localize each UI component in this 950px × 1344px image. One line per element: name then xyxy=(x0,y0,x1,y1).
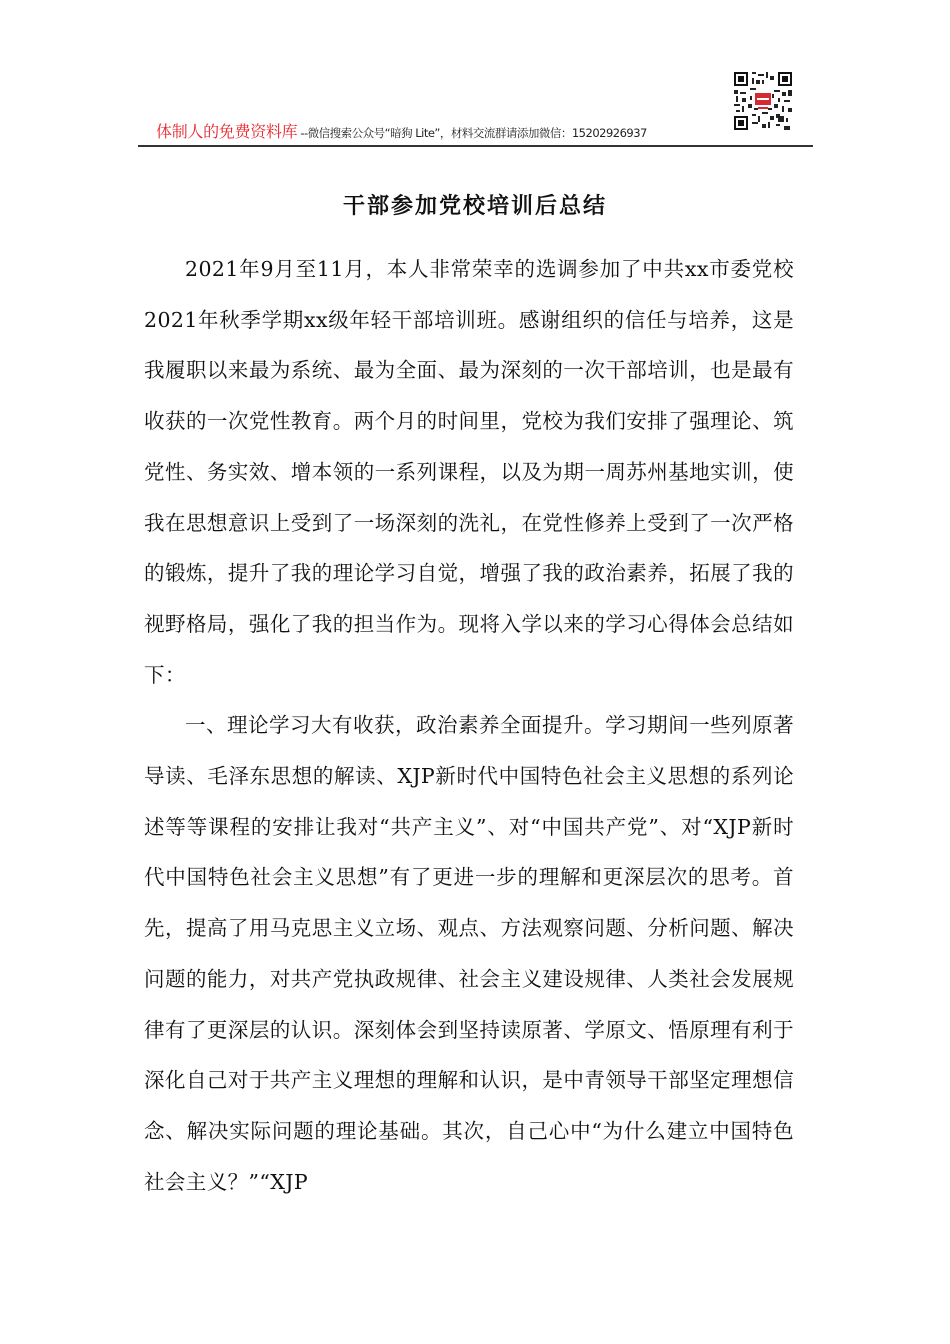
document-title: 干部参加党校培训后总结 xyxy=(342,193,607,219)
document-body xyxy=(144,244,794,1207)
qr-code-icon xyxy=(732,70,794,132)
brand-name: 体制人的免费资料库 xyxy=(156,122,298,141)
header-divider xyxy=(138,145,813,147)
page-header xyxy=(138,70,814,146)
header-tagline: --微信搜索公众号“暗狗 Lite”，材料交流群请添加微信：15202926937 xyxy=(300,126,647,140)
paragraph-intro: 2021年9月至11月，本人非常荣幸的选调参加了中共xx市委党校2021年秋季学期xx级年轻干部培训班。感谢组织的信任与培养，这是我履职以来最为系统、最为全面、最为深刻的一次干部培训，也是最有收获的一次党性教育。两个月的时间里，党校为我们安排了强理论、筑党性、务实效、增本领的一系列课程，以及为期一周苏州基地实训，使我在思想意识上受到了一场深刻的洗礼，在党性修养上受到了一次严格的锻炼，提升了我的理论学习自觉，增强了我的政治素养，拓展了我的视野格局，强化了我的担当作为。现将入学以来的学习心得体会总结如下： xyxy=(144,257,794,687)
paragraph-section-one: 一、理论学习大有收获，政治素养全面提升。学习期间一些列原著导读、毛泽东思想的解读、XJP新时代中国特色社会主义思想的系列论述等等课程的安排让我对“共产主义”、对“中国共产党”、对“XJP新时代中国特色社会主义思想”有了更进一步的理解和更深层次的思考。首先，提高了用马克思主义立场、观点、方法观察问题、分析问题、解决问题的能力，对共产党执政规律、社会主义建设规律、人类社会发展规律有了更深层的认识。深刻体会到坚持读原著、学原文、悟原理有利于深化自己对于共产主义理想的理解和认识，是中青领导干部坚定理想信念、解决实际问题的理论基础。其次，自己心中“为什么建立中国特色社会主义？”“XJP xyxy=(144,713,794,1194)
header-banner xyxy=(156,122,647,143)
